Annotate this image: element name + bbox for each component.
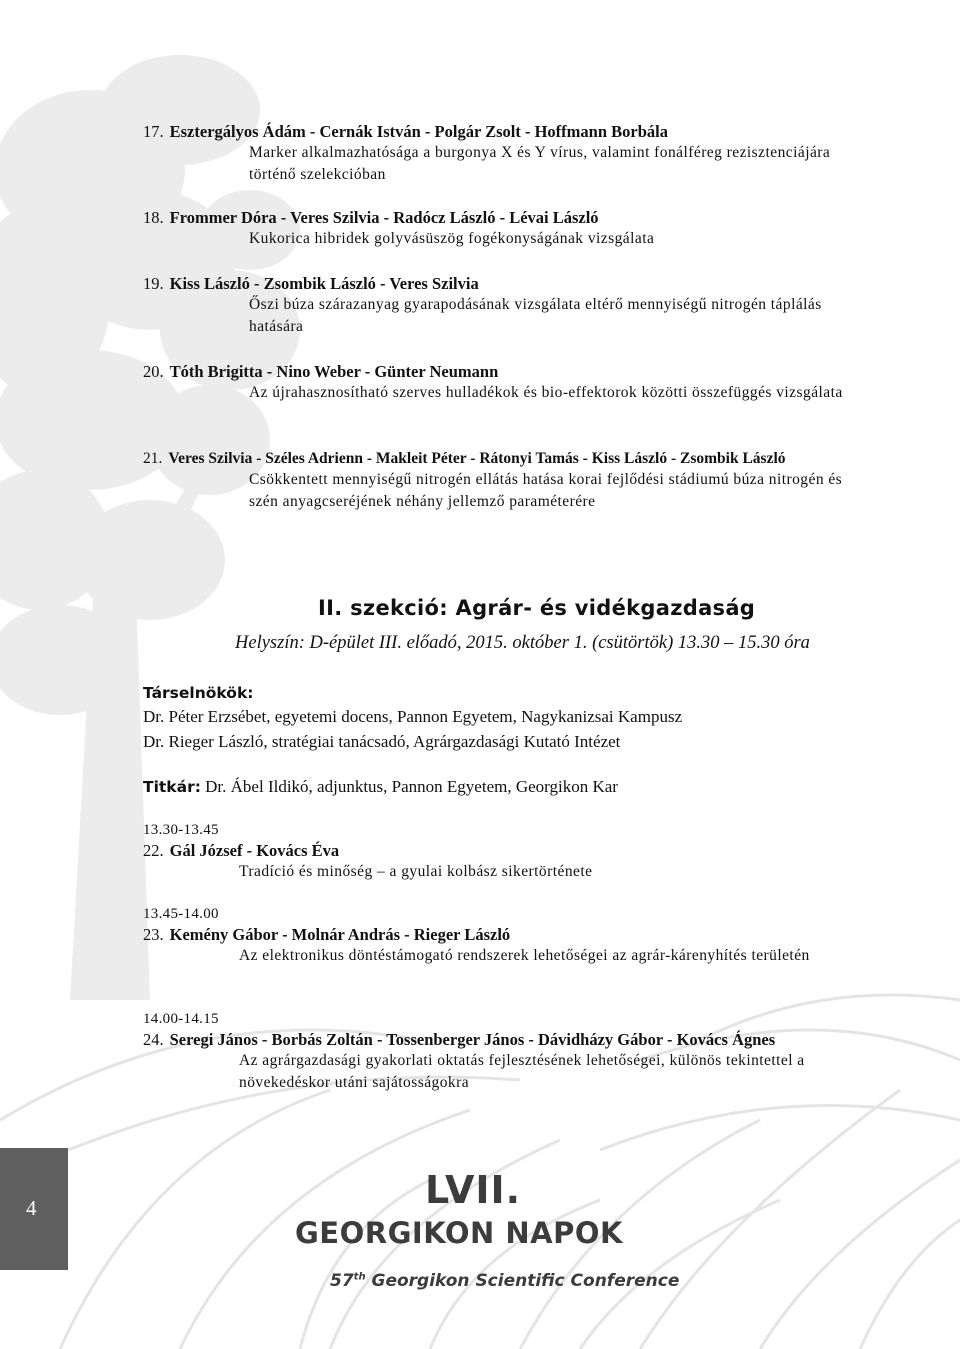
chair-2: Dr. Rieger László, stratégiai tanácsadó, Agrárgazdasági Kutató Intézet: [143, 732, 621, 751]
footer-event-name: GEORGIKON NAPOK: [295, 1216, 623, 1250]
talk-number: 17.: [143, 122, 164, 141]
talk-title: Az elektronikus döntéstámogató rendszerek lehetőségei az agrár-kárenyhítés területén: [239, 947, 810, 964]
footer-subtitle-sup: th: [353, 1271, 366, 1283]
secretary-label: Titkár:: [143, 778, 201, 796]
chair-1: Dr. Péter Erzsébet, egyetemi docens, Pannon Egyetem, Nagykanizsai Kampusz: [143, 707, 683, 726]
talk-20: [143, 361, 903, 404]
talk-18: [143, 207, 903, 250]
talk-title: Marker alkalmazhatósága a burgonya X és Y vírus, valamint fonálféreg rezisztenciájára történő szelekcióban: [249, 144, 831, 183]
talk-authors: Esztergályos Ádám - Cernák István - Polgár Zsolt - Hoffmann Borbála: [169, 122, 668, 141]
page-number: 4: [26, 1196, 37, 1220]
talk-authors: Seregi János - Borbás Zoltán - Tossenberger János - Dávidházy Gábor - Kovács Ágnes: [169, 1030, 776, 1049]
talk-time: 13.45-14.00: [143, 906, 219, 922]
talk-24: [143, 1009, 903, 1094]
talk-authors: Tóth Brigitta - Nino Weber - Günter Neumann: [169, 362, 499, 381]
talk-authors: Veres Szilvia - Széles Adrienn - Makleit Péter - Rátonyi Tamás - Kiss László - Zsombik László: [168, 450, 786, 467]
talk-authors: Kiss László - Zsombik László - Veres Szilvia: [169, 274, 479, 293]
talk-title: Tradíció és minőség – a gyulai kolbász sikertörténete: [239, 863, 593, 880]
talk-21: [143, 448, 903, 513]
chairs-label: Társelnökök:: [143, 684, 254, 702]
talk-number: 23.: [143, 925, 164, 944]
footer-subtitle-number: 57: [330, 1271, 354, 1291]
talk-title: Kukorica hibridek golyvásüszög fogékonyságának vizsgálata: [249, 230, 655, 247]
footer-subtitle: [330, 1271, 679, 1291]
talk-title: Csökkentett mennyiségű nitrogén ellátás hatása korai fejlődési stádiumú búza nitrogén és szén anyagcseréjének néhány jellemző paraméterére: [249, 471, 843, 510]
talk-number: 20.: [143, 362, 164, 381]
talk-title: Az agrárgazdasági gyakorlati oktatás fejlesztésének lehetőségei, különös tekintettel a növekedéskor utáni sajátosságokra: [239, 1052, 805, 1091]
talk-19: [143, 273, 903, 338]
secretary-line: [143, 776, 618, 798]
talk-number: 18.: [143, 208, 164, 227]
talk-authors: Frommer Dóra - Veres Szilvia - Radócz László - Lévai László: [169, 208, 599, 227]
talk-time: 13.30-13.45: [143, 822, 219, 838]
secretary-name: Dr. Ábel Ildikó, adjunktus, Pannon Egyetem, Georgikon Kar: [205, 777, 618, 796]
talk-number: 19.: [143, 274, 164, 293]
talk-17: [143, 121, 903, 186]
talk-authors: Gál József - Kovács Éva: [169, 841, 340, 860]
talk-number: 22.: [143, 841, 164, 860]
footer-edition: LVII.: [425, 1168, 522, 1212]
talk-title: Az újrahasznosítható szerves hulladékok és bio-effektorok közötti összefüggés vizsgálata: [249, 384, 843, 401]
talk-authors: Kemény Gábor - Molnár András - Rieger László: [169, 925, 511, 944]
talk-title: Őszi búza szárazanyag gyarapodásának vizsgálata eltérő mennyiségű nitrogén táplálás hatására: [249, 296, 822, 335]
talk-number: 21.: [143, 450, 163, 467]
footer-subtitle-text: Georgikon Scientific Conference: [365, 1271, 680, 1291]
section-location: Helyszín: D-épület III. előadó, 2015. október 1. (csütörtök) 13.30 – 15.30 óra: [235, 633, 810, 653]
talk-23: [143, 904, 903, 967]
talk-22: [143, 820, 903, 883]
talk-time: 14.00-14.15: [143, 1011, 219, 1027]
talk-number: 24.: [143, 1030, 164, 1049]
section-title: II. szekció: Agrár- és vidékgazdaság: [318, 596, 756, 620]
